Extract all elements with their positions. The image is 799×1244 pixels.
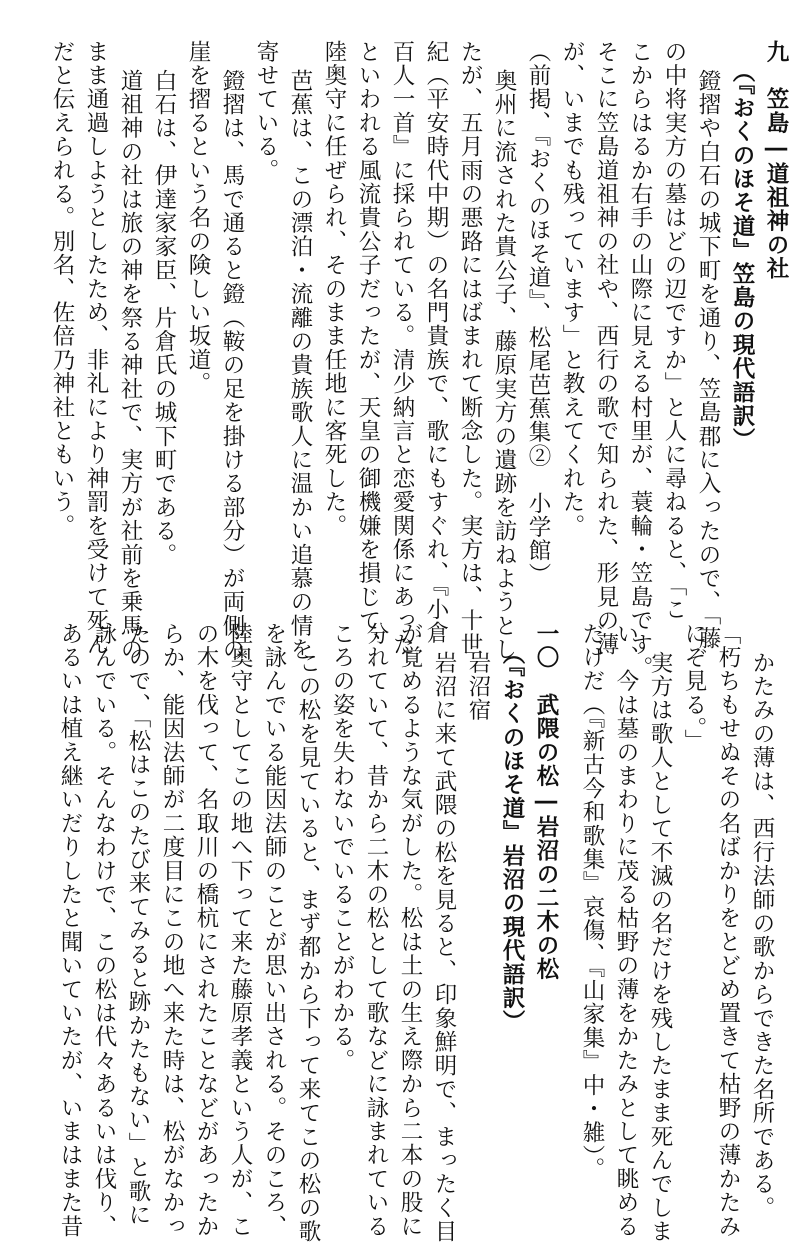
paragraph-line: そこに笠島道祖神の社や、西行の歌で知られた、形見の薄 <box>593 40 619 657</box>
section-gap <box>563 622 575 1152</box>
section-10-heading <box>529 622 563 1152</box>
paragraph-line: の木を伐って、名取川の橋杭にされたことなどがあったか <box>193 622 219 1239</box>
paragraph-line: 分れていて、昔から二木の松として歌などに詠まれている <box>363 622 389 1239</box>
section-10-block <box>57 622 779 1244</box>
paragraph-line: まま通過しようとしたため、非礼により神罰を受けて死ん <box>83 40 109 657</box>
section-10-subtitle: （『おくのほそ道』岩沼の現代語訳） <box>499 642 525 1034</box>
paragraph-line: こからはるか右手の山際に見える村里が、蓑輪・笠島です。 <box>627 40 653 680</box>
section-9-heading <box>759 40 793 585</box>
poem-line: 「朽ちもせぬその名ばかりをとどめ置きて枯野の薄かたみ <box>715 622 741 1239</box>
section-9-subtitle: （『おくのほそ道』笠島の現代語訳） <box>729 60 755 452</box>
paragraph-line: 岩沼に来て武隈の松を見ると、印象鮮明で、まったく目 <box>431 651 457 1244</box>
paragraph-line: ころの姿を失わないでいることがわかる。 <box>329 622 355 1073</box>
paragraph-line: 実方は歌人として不滅の名だけを残したまま死んでしま <box>647 651 673 1244</box>
section-10-place: 岩沼宿 <box>465 651 491 723</box>
paragraph-line: 百人一首』に採られている。清少納言と恋愛関係にあった <box>389 40 415 657</box>
paragraph-line: 寄せている。 <box>253 40 279 183</box>
paragraph-line: だと伝えられる。別名、佐倍乃神社ともいう。 <box>49 40 75 538</box>
paragraph-line: 紀（平安時代中期）の名門貴族で、歌にもすぐれ、『小倉 <box>423 40 449 645</box>
paragraph-line: い、今は墓のまわりに茂る枯野の薄をかたみとして眺める <box>613 622 639 1239</box>
paragraph-line: が覚めるような気がした。松は土の生え際から二本の股に <box>397 622 423 1239</box>
poem-line: にぞ見る。」 <box>681 622 707 753</box>
citation-line: （前掲、『おくのほそ道』、松尾芭蕉集② 小学館） <box>525 40 551 587</box>
paragraph-line: 白石は、伊達家家臣、片倉氏の城下町である。 <box>151 69 177 567</box>
paragraph-line: 芭蕉は、この漂泊・流離の貴族歌人に温かい追慕の情を <box>287 69 313 662</box>
paragraph-line: 陸奥守に任ぜられ、そのまま任地に客死した。 <box>321 40 347 538</box>
paragraph-line: 鐙摺は、馬で通ると鐙（鞍の足を掛ける部分）が両側の <box>219 69 245 662</box>
section-9-number: 九 <box>763 40 789 64</box>
paragraph-line: を詠んでいる能因法師のことが思い出される。そのころ、 <box>261 622 287 1239</box>
paragraph-line: だけだ（『新古今和歌集』哀傷、『山家集』中・雑）。 <box>579 622 605 1181</box>
paragraph-line: たので、「松はこのたび来てみると跡かたもない」と歌に <box>125 622 151 1227</box>
paragraph-line: 陸奥守としてこの地へ下って来た藤原孝義という人が、こ <box>227 622 253 1239</box>
paragraph-line: が、いまでも残っています」と教えてくれた。 <box>559 40 585 538</box>
paragraph-line: たが、五月雨の悪路にはばまれて断念した。実方は、十世 <box>457 40 483 657</box>
section-10-title: 武隈の松―岩沼の二木の松 <box>533 693 559 982</box>
paragraph-line: 奥州に流された貴公子、藤原実方の遺跡を訪ねようとし <box>491 69 517 662</box>
paragraph-line: あるいは植え継いだりしたと聞いていたが、いまはまた昔 <box>57 622 83 1239</box>
paragraph-line: かたみの薄は、西行法師の歌からできた名所である。 <box>749 651 775 1221</box>
paragraph-line: 道祖神の社は旅の神を祭る神社で、実方が社前を乗馬の <box>117 69 143 662</box>
section-10-number: 一〇 <box>533 622 559 670</box>
paragraph-line: 崖を摺るという名の険しい坂道。 <box>185 40 211 396</box>
paragraph-line: 鐙摺や白石の城下町を通り、笠島郡に入ったので、「藤 <box>695 69 721 651</box>
paragraph-line: らか、能因法師が二度目にこの地へ来た時は、松がなかっ <box>159 622 185 1239</box>
paragraph-line: 詠んでいる。そんなわけで、この松は代々あるいは伐り、 <box>91 622 117 1239</box>
paragraph-line: の中将実方の墓はどの辺ですか」と人に尋ねると、「こ <box>661 40 687 622</box>
section-9-title: 笠島―道祖神の社 <box>763 87 789 281</box>
paragraph-line: この松を見ていると、まず都から下って来てこの松の歌 <box>295 651 321 1244</box>
paragraph-line: といわれる風流貴公子だったが、天皇の御機嫌を損じて、 <box>355 40 381 657</box>
